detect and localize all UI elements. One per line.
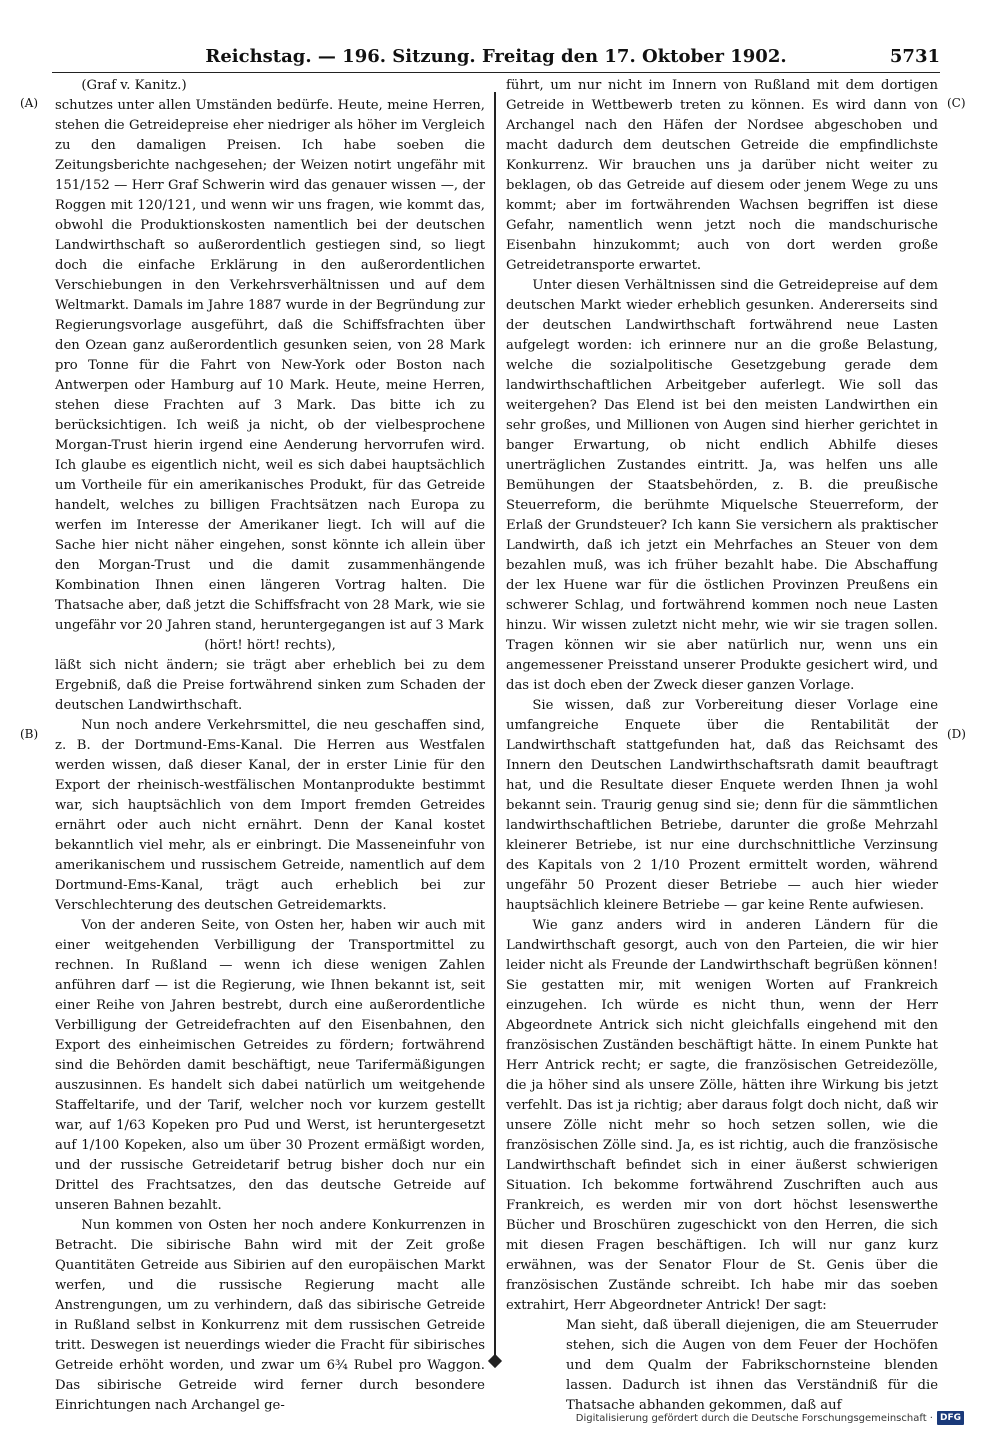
paragraph: Von der anderen Seite, von Osten her, haben wir auch mit einer weitgehenden Verbilligung der Transportmittel zu rechnen. In Rußland — wenn ich diese wenigen Zahlen anführen darf — ist die Regierung, wie Ihnen bekannt ist, seit einer Reihe von Jahren bestrebt, durch eine außerordentliche Verbilligung der Getreidefrachten auf den Eisenbahnen, den Export des einheimischen Getreides zu fördern; fortwährend sind die Behörden damit beschäftigt, neue Tarifermäßigungen auszusinnen. Es handelt sich dabei natürlich um weitgehende Staffeltarife, und der Tarif, welcher noch vor kurzem gestellt war, auf 1/63 Kopeken pro Pud und Werst, ist heruntergesetzt auf 1/100 Kopeken, also um über 30 Prozent ermäßigt worden, und der russische Getreidetarif betrug bisher doch nur ein Drittel des Frachtsatzes, den das deutsche Getreide auf unseren Bahnen bezahlt. — [55, 918, 485, 1213]
paragraph: läßt sich nicht ändern; sie trägt aber erheblich bei zu dem Ergebniß, daß die Preise fortwährend sinken zum Schaden der deutschen Landwirthschaft. — [55, 658, 485, 713]
paragraph: Unter diesen Verhältnissen sind die Getreidepreise auf dem deutschen Markt wieder erheblich gesunken. Andererseits sind der deutschen Landwirthschaft fortwährend neue Lasten aufgelegt worden: ich erinnere nur an die große Belastung, welche die sozialpolitische Gesetzgebung gerade dem landwirthschaftlichen Arbeitgeber auferlegt. Wie soll das weitergehen? Das Elend ist bei den meisten Landwirthen ein sehr großes, und Millionen von Augen sind hierher gerichtet in banger Erwartung, ob nicht endlich Abhilfe dieses unerträglichen Zustandes eintritt. Ja, was helfen uns alle Bemühungen der Staatsbehörden, z. B. die preußische Steuerreform, die berühmte Miquelsche Steuerreform, der Erlaß der Grundsteuer? Ich kann Sie versichern als praktischer Landwirth, daß ich jetzt ein Mehrfaches an Steuer von dem bezahlen muß, was ich früher bezahlt habe. Die Abschaffung der lex Huene war für die östlichen Provinzen Preußens ein schwerer Schlag, und fortwährend kommen noch neue Lasten hinzu. Wir wissen zuletzt nicht mehr, wie wir sie tragen sollen. Tragen können wir sie aber natürlich nur, wenn uns ein angemessener Preisstand unserer Produkte gesichert wird, und das ist doch eben der Zweck dieser ganzen Vorlage. — [506, 278, 938, 693]
page-number: 5731 — [889, 46, 940, 67]
digitization-credit — [576, 1408, 964, 1428]
paragraph: Wie ganz anders wird in anderen Ländern für die Landwirthschaft gesorgt, auch von den Parteien, die wir hier leider nicht als Freunde der Landwirthschaft begrüßen können! Sie gestatten mir, mit wenigen Worten auf Frankreich einzugehen. Ich würde es nicht thun, wenn der Herr Abgeordnete Antrick sich nicht gleichfalls eingehend mit den französischen Zuständen beschäftigt hätte. In einem Punkte hat Herr Antrick recht; er sagte, die französischen Getreidezölle, die ja höher sind als unsere Zölle, hätten ihre Wirkung bis jetzt verfehlt. Das ist ja richtig; aber daraus folgt doch nicht, daß wir unsere Zölle nicht mehr so hoch setzen sollen, wie die französischen Zölle sind. Ja, es ist richtig, auch die französische Landwirthschaft befindet sich in einer äußerst schwierigen Situation. Ich bekomme fortwährend Zuschriften auch aus Frankreich, es werden mir von dort höchst lesenswerthe Bücher und Broschüren zugeschickt von den Herren, die sich mit diesen Fragen beschäftigen. Ich will nur ganz kurz erwähnen, was der Senator Flour de St. Genis über die französischen Zustände schreibt. Ich habe mir das soeben extrahirt, Herr Abgeordneter Antrick! Der sagt: — [506, 918, 938, 1313]
paragraph: führt, um nur nicht im Innern von Rußland mit dem dortigen Getreide in Wettbewerb treten zu können. Es wird dann von Archangel nach den Häfen der Nordsee abgeschoben und macht dadurch dem deutschen Getreide die empfindlichste Konkurrenz. Wir brauchen uns ja darüber nicht weiter zu beklagen, ob das Getreide auf diesem oder jenem Wege zu uns kommt; aber im fortwährenden Wachsen begriffen ist diese Gefahr, namentlich wenn jetzt noch die mandschurische Eisenbahn hinzukommt; auch von dort werden große Getreidetransporte erwartet. — [506, 78, 938, 273]
column-divider — [494, 92, 496, 1362]
interjection: (hört! hört! rechts), — [204, 638, 336, 653]
right-column — [506, 76, 938, 1416]
margin-mark-b: (B) — [20, 727, 39, 741]
page-header — [52, 46, 940, 72]
header-rule — [52, 72, 940, 73]
paragraph: Nun noch andere Verkehrsmittel, die neu geschaffen sind, z. B. der Dortmund-Ems-Kanal. Die Herren aus Westfalen werden wissen, daß dieser Kanal, der in erster Linie für den Export der rheinisch-westfälischen Montanprodukte bestimmt war, sich hauptsächlich von dem Import fremden Getreides ernährt oder auch nicht ernährt. Denn der Kanal kostet bekanntlich viel mehr, als er einbringt. Die Masseneinfuhr von amerikanischem und russischem Getreide, namentlich auf dem Dortmund-Ems-Kanal, trägt auch erheblich bei zur Verschlechterung des deutschen Getreidemarkts. — [55, 718, 485, 913]
credit-text: Digitalisierung gefördert durch die Deutsche Forschungsgemeinschaft · — [575, 1412, 933, 1424]
speaker-label: (Graf v. Kanitz.) — [81, 78, 187, 93]
left-column — [55, 76, 485, 1416]
paragraph: Nun kommen von Osten her noch andere Konkurrenzen in Betracht. Die sibirische Bahn wird mit der Zeit große Quantitäten Getreide aus Sibirien auf den europäischen Markt werfen, und die russische Regierung macht alle Anstrengungen, um zu verhindern, daß das sibirische Getreide in Rußland selbst in Konkurrenz mit dem russischen Getreide tritt. Deswegen ist neuerdings wieder die Fracht für sibirisches Getreide erhöht worden, und zwar um 6¾ Rubel pro Waggon. Das sibirische Getreide wird ferner durch besondere Einrichtungen nach Archangel ge- — [55, 1218, 485, 1413]
margin-mark-c: (C) — [947, 96, 966, 110]
column-divider-end — [488, 1354, 502, 1368]
margin-mark-d: (D) — [947, 727, 966, 741]
quotation: Man sieht, daß überall diejenigen, die am Steuerruder stehen, sich die Augen von dem Feuer der Hochöfen und dem Qualm der Fabrikschornsteine blenden lassen. Dadurch ist ihnen das Verständniß für die Thatsache abhanden gekommen, daß auf — [566, 1318, 938, 1413]
dfg-logo-icon: DFG — [937, 1411, 964, 1425]
paragraph: Sie wissen, daß zur Vorbereitung dieser Vorlage eine umfangreiche Enquete über die Rentabilität der Landwirthschaft stattgefunden hat, daß das Reichsamt des Innern den Deutschen Landwirthschaftsrath damit beauftragt hat, und die Resultate dieser Enquete werden Ihnen ja wohl bekannt sein. Traurig genug sind sie; denn für die sämmtlichen landwirthschaftlichen Betriebe, darunter die große Mehrzahl kleinerer Betriebe, ist nur eine durchschnittliche Verzinsung des Kapitals von 2 1/10 Prozent ermittelt worden, während ungefähr 50 Prozent dieser Betriebe — auch hier wieder hauptsächlich kleinere Betriebe — gar keine Rente aufwiesen. — [506, 698, 938, 913]
margin-mark-a: (A) — [20, 96, 39, 110]
page-title: Reichstag. — 196. Sitzung. Freitag den 17. Oktober 1902. — [205, 46, 787, 67]
paragraph: schutzes unter allen Umständen bedürfe. Heute, meine Herren, stehen die Getreidepreise eher niedriger als höher im Vergleich zu den damaligen Preisen. Ich habe soeben die Zeitungsberichte nachgesehen; der Weizen notirt ungefähr mit 151/152 — Herr Graf Schwerin wird das genauer wissen —, der Roggen mit 120/121, und wenn wir uns fragen, wie kommt das, obwohl die Produktionskosten namentlich bei der deutschen Landwirthschaft so außerordentlich gestiegen sind, so liegt doch die einfache Erklärung in den außerordentlichen Verschiebungen in den Verkehrsverhältnissen und auf dem Weltmarkt. Damals im Jahre 1887 wurde in der Begründung zur Regierungsvorlage ausgeführt, daß die Schiffsfrachten über den Ozean ganz außerordentlich gesunken seien, von 28 Mark pro Tonne für die Fahrt von New-York oder Boston nach Antwerpen oder Hamburg auf 10 Mark. Heute, meine Herren, stehen diese Frachten auf 3 Mark. Das bitte ich zu berücksichtigen. Ich weiß ja nicht, ob der vielbesprochene Morgan-Trust hierin irgend eine Aenderung hervorrufen wird. Ich glaube es eigentlich nicht, weil es sich dabei hauptsächlich um Vortheile für ein amerikanisches Produkt, für das Getreide handelt, welches zu billigen Frachtsätzen nach Europa zu werfen im Interesse der Amerikaner liegt. Ich will auf die Sache hier nicht näher eingehen, sonst könnte ich allein über den Morgan-Trust und die damit zusammenhängende Kombination Ihnen einen längeren Vortrag halten. Die Thatsache aber, daß jetzt die Schiffsfracht von 28 Mark, wie sie ungefähr vor 20 Jahren stand, heruntergegangen ist auf 3 Mark — [55, 98, 485, 633]
